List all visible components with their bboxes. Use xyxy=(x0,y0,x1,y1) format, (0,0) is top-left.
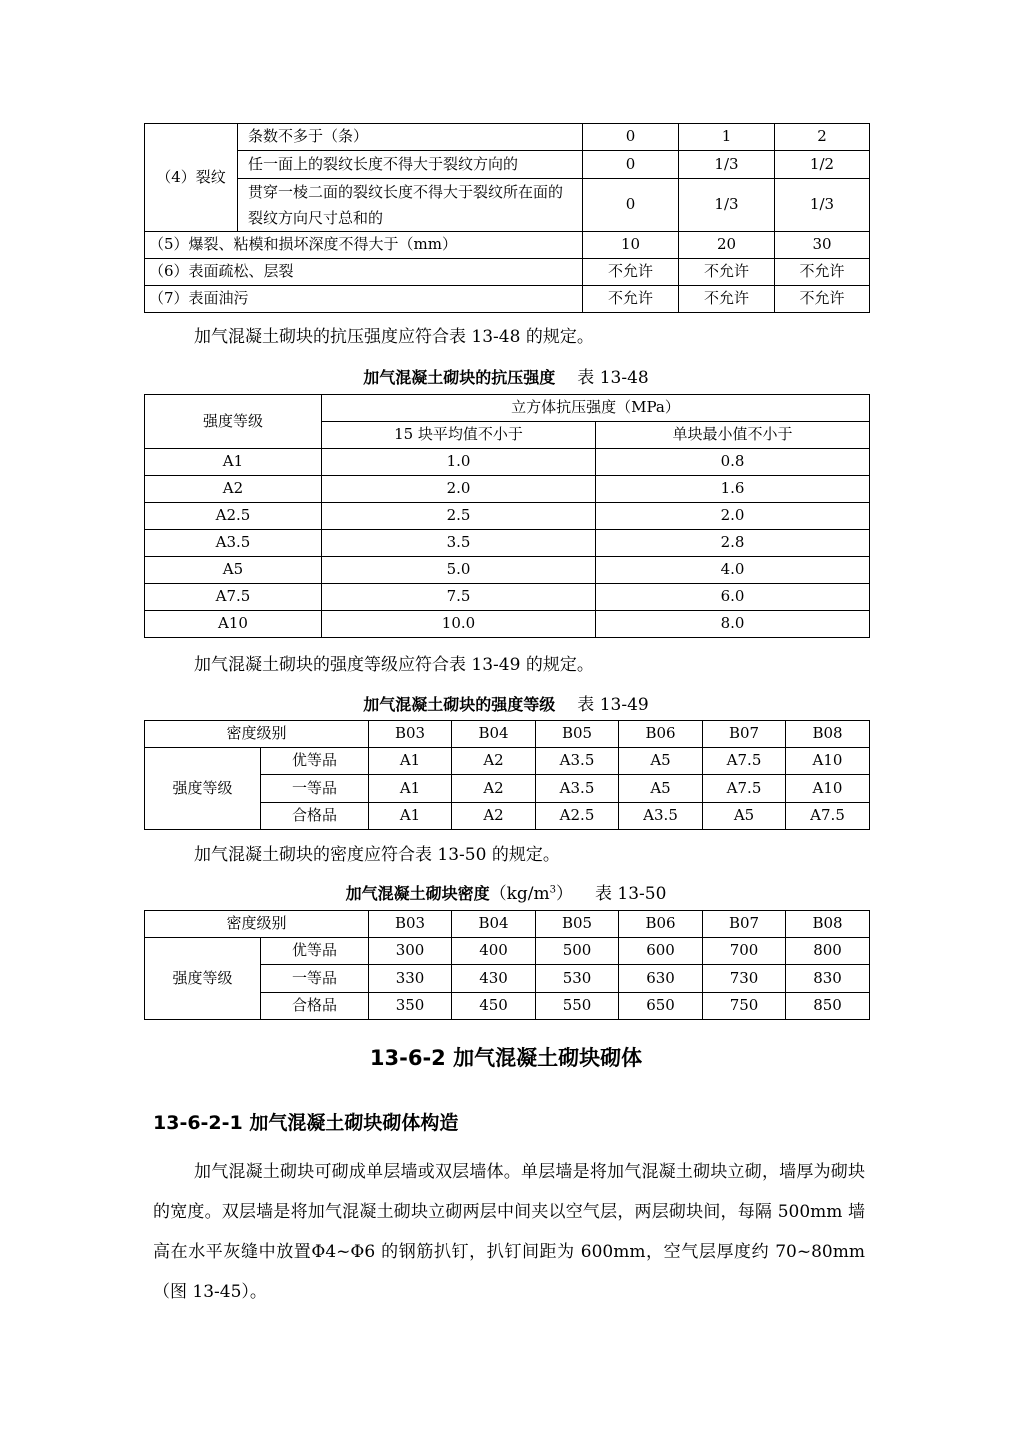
table-cell: 20 xyxy=(679,232,775,259)
table-cell: 330 xyxy=(369,965,452,993)
header-cell: 单块最小值不小于 xyxy=(596,422,870,449)
table-cell: 0 xyxy=(583,179,679,232)
table-cell: 0 xyxy=(583,124,679,151)
table-cell: 不允许 xyxy=(583,259,679,286)
table-cell: 贯穿一棱二面的裂纹长度不得大于裂纹所在面的裂纹方向尺寸总和的 xyxy=(238,179,583,232)
header-cell: B08 xyxy=(786,721,870,748)
table-cell: 350 xyxy=(369,993,452,1020)
table-cell: 2.0 xyxy=(596,503,870,530)
table-cell: 条数不多于（条） xyxy=(238,124,583,151)
table-cell: A1 xyxy=(369,803,452,830)
table-cell: 2.5 xyxy=(322,503,596,530)
table-cell: （6）表面疏松、层裂 xyxy=(145,259,583,286)
table-row xyxy=(145,938,870,965)
compressive-strength-table xyxy=(144,394,870,638)
table-cell: 630 xyxy=(619,965,703,993)
paragraph: 加气混凝土砌块的抗压强度应符合表 13-48 的规定。 xyxy=(194,327,594,347)
table-cell: 1 xyxy=(679,124,775,151)
table-cell: 500 xyxy=(536,938,619,965)
header-cell: B07 xyxy=(703,911,786,938)
header-cell: B08 xyxy=(786,911,870,938)
header-cell: B05 xyxy=(536,911,619,938)
table-cell: 700 xyxy=(703,938,786,965)
table-cell: A5 xyxy=(619,748,703,775)
table-cell: A2.5 xyxy=(536,803,619,830)
caption-number: 表 13-50 xyxy=(595,884,667,904)
table-cell: 750 xyxy=(703,993,786,1020)
table-cell: 合格品 xyxy=(261,993,369,1020)
header-cell: 密度级别 xyxy=(145,721,369,748)
table-cell: A3.5 xyxy=(536,748,619,775)
table-cell: 10 xyxy=(583,232,679,259)
table-cell: 不允许 xyxy=(679,286,775,313)
table-cell: 任一面上的裂纹长度不得大于裂纹方向的 xyxy=(238,151,583,179)
table-row xyxy=(145,748,870,775)
table-cell: A3.5 xyxy=(145,530,322,557)
row-group-label: 强度等级 xyxy=(145,938,261,1020)
table-cell: （7）表面油污 xyxy=(145,286,583,313)
table-cell: 优等品 xyxy=(261,938,369,965)
table-cell: A1 xyxy=(369,748,452,775)
table-cell: 不允许 xyxy=(583,286,679,313)
table-row xyxy=(145,449,870,476)
density-table xyxy=(144,910,870,1020)
table-cell: 550 xyxy=(536,993,619,1020)
table-cell: 3.5 xyxy=(322,530,596,557)
header-cell: B03 xyxy=(369,911,452,938)
header-cell: B04 xyxy=(452,721,536,748)
caption-title: 加气混凝土砌块的抗压强度 xyxy=(363,368,556,387)
table-cell: 一等品 xyxy=(261,965,369,993)
table-cell: A3.5 xyxy=(536,775,619,803)
caption-title: 加气混凝土砌块的强度等级 xyxy=(363,695,556,714)
header-cell: B05 xyxy=(536,721,619,748)
table-cell: 30 xyxy=(775,232,870,259)
table-cell: 530 xyxy=(536,965,619,993)
caption-number: 表 13-48 xyxy=(577,368,649,388)
header-cell: 15 块平均值不小于 xyxy=(322,422,596,449)
table-cell: 0.8 xyxy=(596,449,870,476)
table-cell: （5）爆裂、粘模和损坏深度不得大于（mm） xyxy=(145,232,583,259)
header-cell: 密度级别 xyxy=(145,911,369,938)
table-cell: A1 xyxy=(145,449,322,476)
header-cell: B06 xyxy=(619,721,703,748)
table-cell: 10.0 xyxy=(322,611,596,638)
table-cell: A7.5 xyxy=(703,748,786,775)
defect-table xyxy=(144,123,870,313)
table-cell: 1.6 xyxy=(596,476,870,503)
header-cell: B07 xyxy=(703,721,786,748)
caption-title: 加气混凝土砌块密度 xyxy=(345,884,490,903)
table-cell: A10 xyxy=(145,611,322,638)
table-cell: 6.0 xyxy=(596,584,870,611)
table-cell: A3.5 xyxy=(619,803,703,830)
table-cell: A2 xyxy=(452,775,536,803)
strength-grade-table xyxy=(144,720,870,830)
table-cell: A7.5 xyxy=(786,803,870,830)
table-cell: 不允许 xyxy=(775,259,870,286)
table-cell: A1 xyxy=(369,775,452,803)
body-paragraph: 加气混凝土砌块可砌成单层墙或双层墙体。单层墙是将加气混凝土砌块立砌，墙厚为砌块的宽度。双层墙是将加气混凝土砌块立砌两层中间夹以空气层，两层砌块间，每隔 500mm 墙高在水平灰缝中放置Φ4~Φ6 的钢筋扒钉，扒钉间距为 600mm，空气层厚度约 70~80mm（图 13-45）。 xyxy=(153,1162,865,1302)
table-cell: A2.5 xyxy=(145,503,322,530)
table-cell: A10 xyxy=(786,775,870,803)
table-cell: 1/3 xyxy=(775,179,870,232)
table-cell: 1.0 xyxy=(322,449,596,476)
table-cell: A2 xyxy=(145,476,322,503)
table-cell: 一等品 xyxy=(261,775,369,803)
table-cell: A5 xyxy=(145,557,322,584)
header-cell: 立方体抗压强度（MPa） xyxy=(322,395,870,422)
section-heading: 13-6-2 加气混凝土砌块砌体 xyxy=(369,1046,643,1070)
table-row xyxy=(145,557,870,584)
table-cell: 1/3 xyxy=(679,179,775,232)
table-cell: A5 xyxy=(619,775,703,803)
table-caption xyxy=(0,879,1012,904)
table-cell: 8.0 xyxy=(596,611,870,638)
header-cell: B06 xyxy=(619,911,703,938)
table-cell: 不允许 xyxy=(775,286,870,313)
table-cell: 优等品 xyxy=(261,748,369,775)
header-cell: B04 xyxy=(452,911,536,938)
table-row xyxy=(145,611,870,638)
table-cell: 不允许 xyxy=(679,259,775,286)
header-cell: B03 xyxy=(369,721,452,748)
paragraph: 加气混凝土砌块的强度等级应符合表 13-49 的规定。 xyxy=(194,655,594,675)
subsection-heading: 13-6-2-1 加气混凝土砌块砌体构造 xyxy=(153,1112,459,1134)
table-cell: 5.0 xyxy=(322,557,596,584)
table-row xyxy=(145,584,870,611)
table-cell: 450 xyxy=(452,993,536,1020)
header-cell: 强度等级 xyxy=(145,395,322,449)
table-cell: 1/3 xyxy=(679,151,775,179)
table-cell: 600 xyxy=(619,938,703,965)
table-cell: 800 xyxy=(786,938,870,965)
table-cell: 4.0 xyxy=(596,557,870,584)
paragraph: 加气混凝土砌块的密度应符合表 13-50 的规定。 xyxy=(194,845,560,865)
table-cell: 7.5 xyxy=(322,584,596,611)
table-cell: 300 xyxy=(369,938,452,965)
table-cell: A2 xyxy=(452,803,536,830)
table-cell: 2.8 xyxy=(596,530,870,557)
table-caption xyxy=(0,690,1012,715)
caption-number: 表 13-49 xyxy=(577,695,649,715)
table-cell: A7.5 xyxy=(703,775,786,803)
table-cell: 2.0 xyxy=(322,476,596,503)
table-cell: 830 xyxy=(786,965,870,993)
table-cell: 430 xyxy=(452,965,536,993)
table-cell: A5 xyxy=(703,803,786,830)
table-cell: 0 xyxy=(583,151,679,179)
table-cell: A7.5 xyxy=(145,584,322,611)
table-cell: 2 xyxy=(775,124,870,151)
table-row xyxy=(145,530,870,557)
table-cell: 合格品 xyxy=(261,803,369,830)
table-cell: A10 xyxy=(786,748,870,775)
table-cell: 850 xyxy=(786,993,870,1020)
table-cell: 400 xyxy=(452,938,536,965)
caption-unit: $(kg/m^3)$ xyxy=(489,884,573,904)
table-cell: 650 xyxy=(619,993,703,1020)
table-cell: 730 xyxy=(703,965,786,993)
table-cell: 1/2 xyxy=(775,151,870,179)
row-group-label: 强度等级 xyxy=(145,748,261,830)
table-cell: A2 xyxy=(452,748,536,775)
table-row xyxy=(145,503,870,530)
table-row xyxy=(145,476,870,503)
table-caption xyxy=(0,363,1012,388)
crack-label: （4）裂纹 xyxy=(145,124,238,232)
